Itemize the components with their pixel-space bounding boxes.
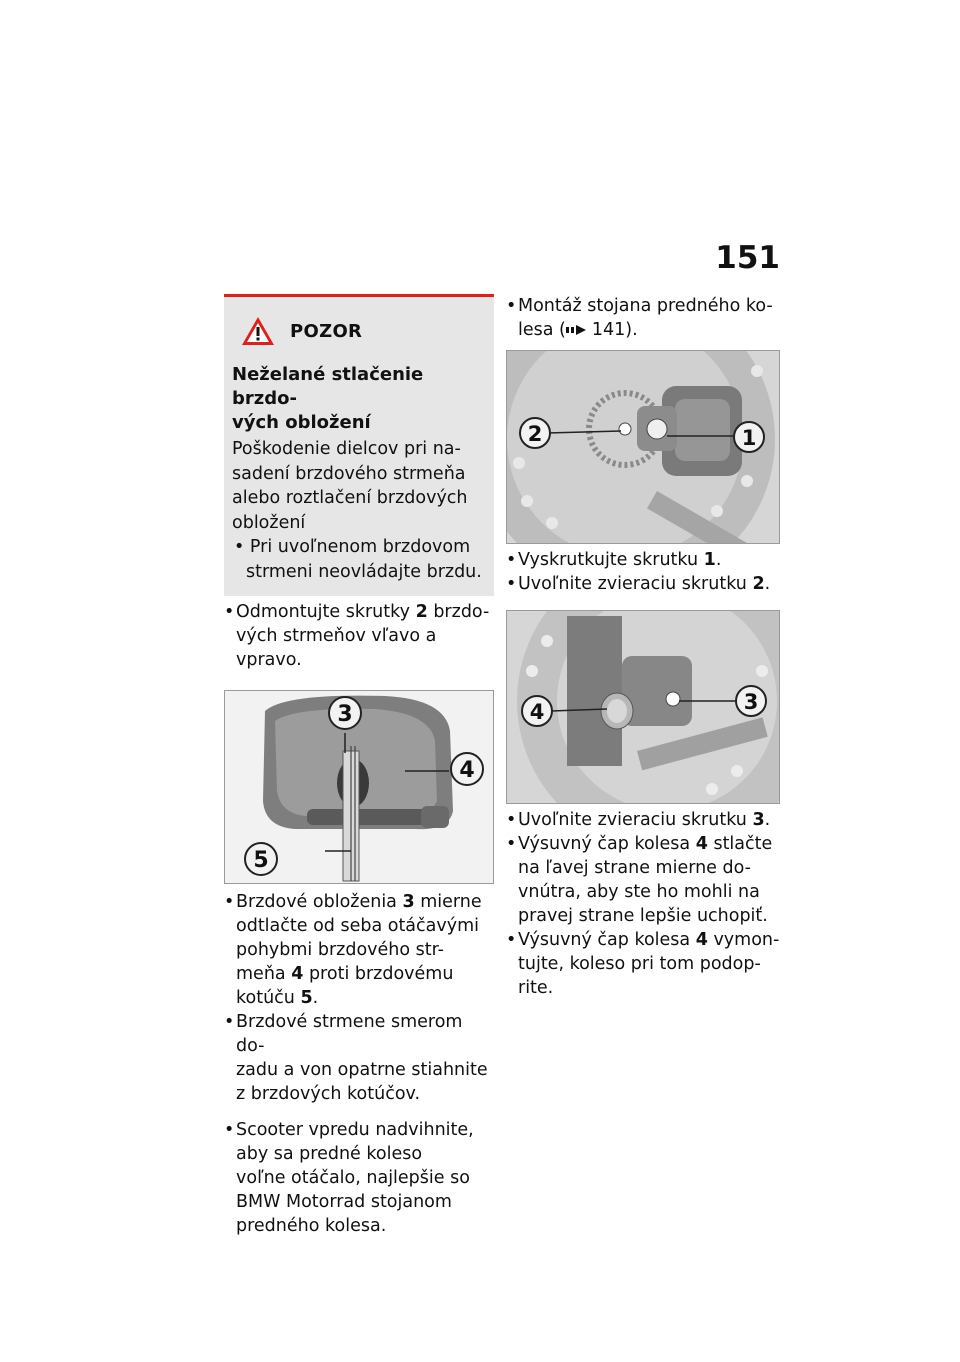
callout-label: 4 — [529, 700, 545, 724]
callout-label: 4 — [459, 758, 475, 783]
page-number: 151 — [715, 240, 780, 276]
callout-label: 3 — [337, 702, 353, 727]
warning-title: POZOR — [290, 320, 363, 342]
warning-subtitle — [232, 363, 486, 435]
figure-wheel-axle-screws — [506, 350, 780, 544]
warning-bullet-text: strmeni neovládajte brzdu. — [246, 561, 482, 582]
warning-subtitle-line: vých obložení — [232, 412, 371, 433]
figure-brake-caliper — [224, 690, 494, 884]
step-remove-screws: •Odmontujte skrutky 2 brzdo- vých strmeňov vľavo a vpravo. — [224, 602, 490, 670]
step-unscrew-screw-1: •Vyskrutkujte skrutku 1. — [506, 550, 722, 570]
warning-box — [224, 294, 494, 596]
step-press-pads: •Brzdové obloženia 3 mierne odtlačte od seba otáčavými pohybmi brzdového str- meňa 4 proti brzdovému kotúču 5. — [224, 892, 482, 1008]
step-loosen-screw-2: •Uvoľnite zvieraciu skrutku 2. — [506, 574, 771, 594]
axle-pin-illustration — [507, 611, 779, 803]
step-lift-scooter: •Scooter vpredu nadvihnite, aby sa predné koleso voľne otáčalo, najlepšie so BMW Motorrad stojanom predného kolesa. — [224, 1120, 474, 1236]
left-column — [224, 294, 494, 1238]
page-reference[interactable]: 141 — [591, 320, 626, 340]
brake-caliper-illustration — [225, 691, 493, 883]
callout-label: 2 — [527, 422, 543, 446]
step-remove-axle: •Výsuvný čap kolesa 4 vymon- tujte, koleso pri tom podop- rite. — [506, 930, 780, 998]
right-column — [506, 294, 782, 1000]
arrow-reference-icon — [566, 323, 588, 337]
step-push-axle: •Výsuvný čap kolesa 4 stlačte na ľavej strane mierne do- vnútra, aby ste ho mohli na pravej strane lepšie uchopiť. — [506, 834, 773, 926]
callout-label: 5 — [253, 848, 269, 873]
warning-subtitle-line: Neželané stlačenie brzdo- — [232, 364, 424, 409]
step-mount-stand: •Montáž stojana predného ko- lesa ( 141). — [506, 296, 773, 340]
warning-triangle-icon — [240, 315, 276, 347]
warning-text-line: sadení brzdového strmeňa — [232, 463, 466, 484]
warning-text — [232, 437, 486, 535]
warning-text-line: alebo roztlačení brzdových — [232, 488, 468, 508]
warning-header — [234, 315, 486, 347]
warning-bullet-text: Pri uvoľnenom brzdovom — [249, 537, 471, 557]
callout-label: 3 — [743, 690, 759, 714]
warning-bullet: • Pri uvoľnenom brzdovom strmeni neovládajte brzdu. — [232, 535, 486, 584]
step-remove-calipers: •Brzdové strmene smerom do- zadu a von opatrne stiahnite z brzdových kotúčov. — [224, 1012, 488, 1104]
warning-text-line: Poškodenie dielcov pri na- — [232, 439, 461, 459]
step-loosen-screw-3: •Uvoľnite zvieraciu skrutku 3. — [506, 810, 771, 830]
callout-label: 1 — [741, 426, 757, 450]
warning-text-line: obložení — [232, 512, 306, 533]
figure-axle-pin — [506, 610, 780, 804]
wheel-axle-illustration — [507, 351, 779, 543]
